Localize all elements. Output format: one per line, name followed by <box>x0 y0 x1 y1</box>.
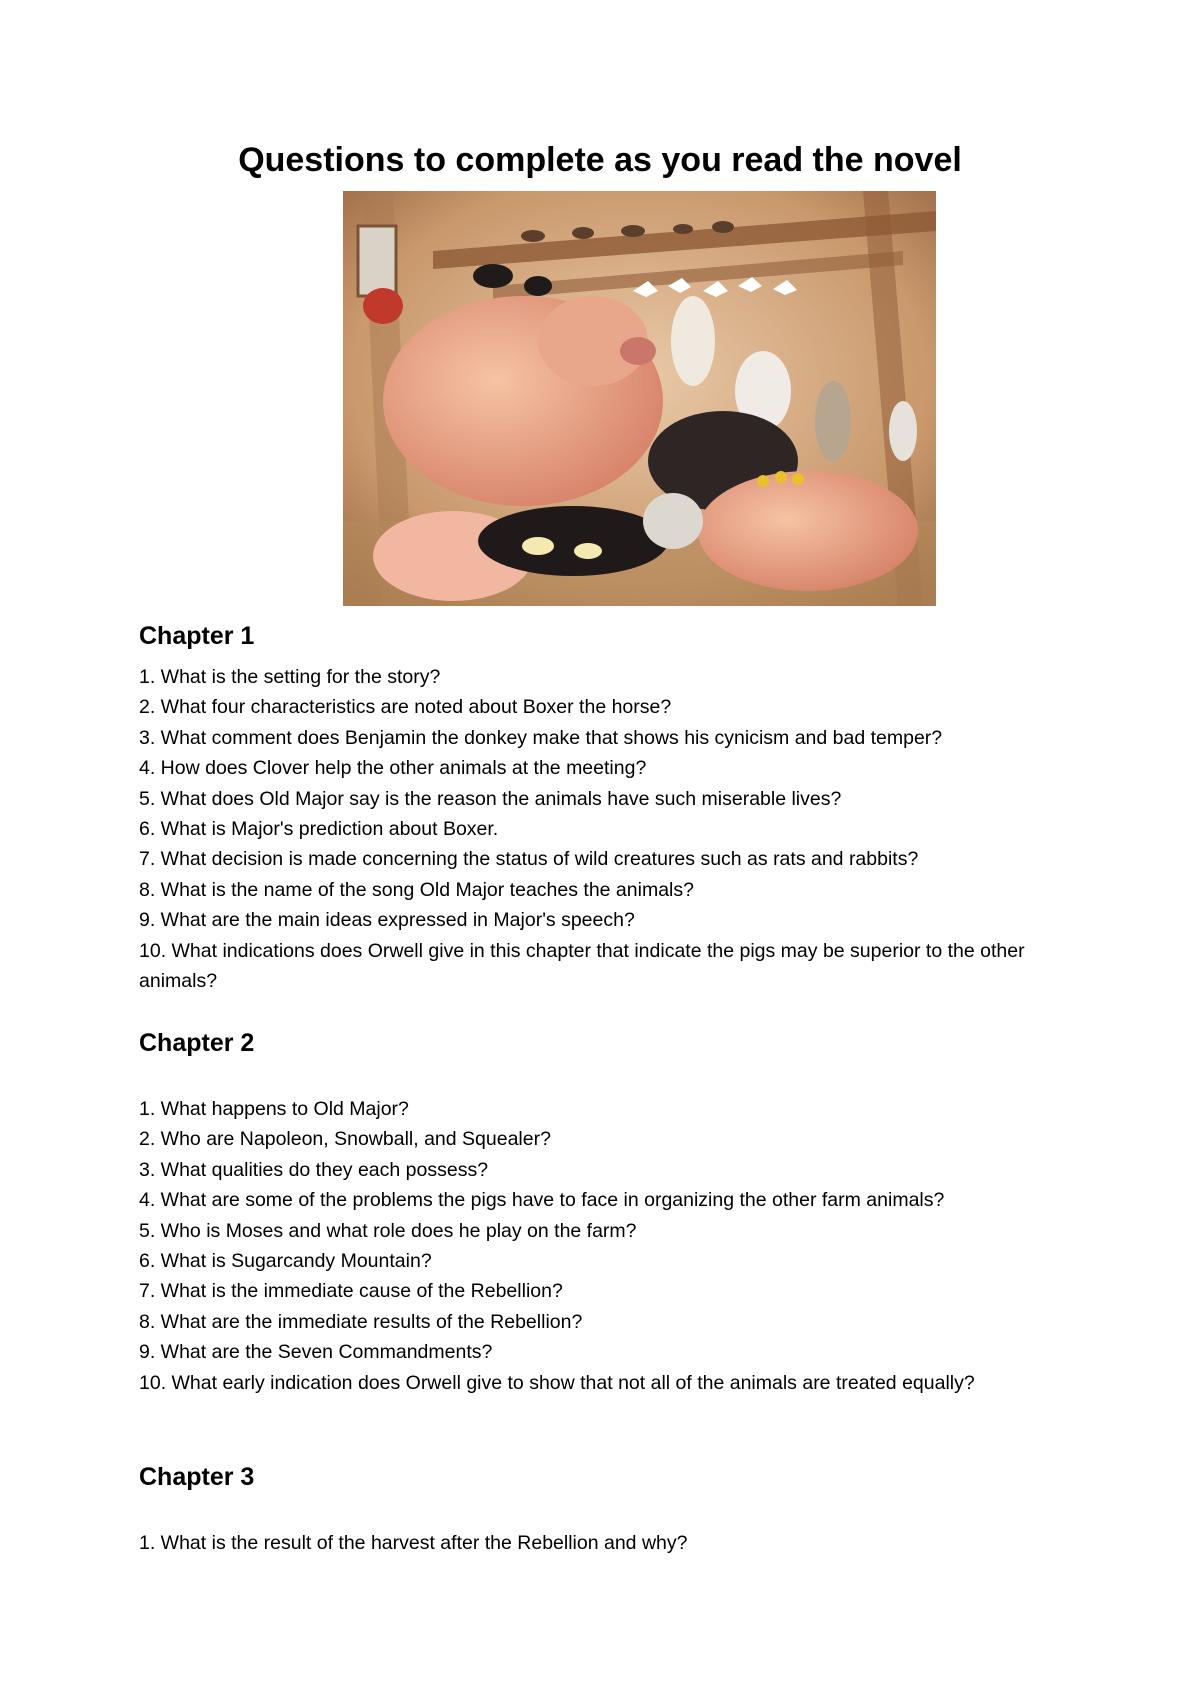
question-item: 6. What is Major's prediction about Boxer. <box>139 818 499 841</box>
question-item: 1. What is the result of the harvest after the Rebellion and why? <box>139 1532 688 1554</box>
question-item: 6. What is Sugarcandy Mountain? <box>139 1250 432 1273</box>
question-item: 5. What does Old Major say is the reason the animals have such miserable lives? <box>139 787 842 810</box>
question-item: 1. What is the setting for the story? <box>139 666 441 688</box>
question-item: 5. Who is Moses and what role does he play on the farm? <box>139 1219 637 1242</box>
question-item: 7. What decision is made concerning the status of wild creatures such as rats and rabbits? <box>139 848 919 871</box>
chapter-1-heading: Chapter 1 <box>139 622 255 650</box>
chapter-2-questions <box>139 1094 1079 1398</box>
question-item: 3. What qualities do they each possess? <box>139 1158 489 1181</box>
question-item: 1. What happens to Old Major? <box>139 1098 409 1120</box>
question-item: 2. Who are Napoleon, Snowball, and Squealer? <box>139 1128 551 1151</box>
question-item: 4. How does Clover help the other animals at the meeting? <box>139 757 647 780</box>
chapter-2-heading: Chapter 2 <box>139 1029 255 1057</box>
question-item: 8. What is the name of the song Old Major teaches the animals? <box>139 878 694 901</box>
question-item: 9. What are the Seven Commandments? <box>139 1341 493 1364</box>
question-item: 10. What early indication does Orwell give to show that not all of the animals are treated equally? <box>139 1371 975 1394</box>
document-title: Questions to complete as you read the novel <box>238 141 962 179</box>
barnyard-animals-meeting-icon <box>343 191 936 606</box>
question-item: 2. What four characteristics are noted about Boxer the horse? <box>139 696 672 719</box>
chapter-3-heading: Chapter 3 <box>139 1463 255 1491</box>
question-item: 10. What indications does Orwell give in this chapter that indicate the pigs may be superior to the other animals? <box>139 939 1025 993</box>
question-item: 7. What is the immediate cause of the Rebellion? <box>139 1280 563 1303</box>
question-item: 3. What comment does Benjamin the donkey make that shows his cynicism and bad temper? <box>139 726 943 749</box>
chapter-1-questions <box>139 662 1079 996</box>
question-item: 8. What are the immediate results of the Rebellion? <box>139 1310 583 1333</box>
barnyard-illustration <box>343 191 936 606</box>
question-item: 9. What are the main ideas expressed in Major's speech? <box>139 909 635 932</box>
question-item: 4. What are some of the problems the pigs have to face in organizing the other farm animals? <box>139 1189 945 1212</box>
chapter-3-questions <box>139 1528 1079 1558</box>
